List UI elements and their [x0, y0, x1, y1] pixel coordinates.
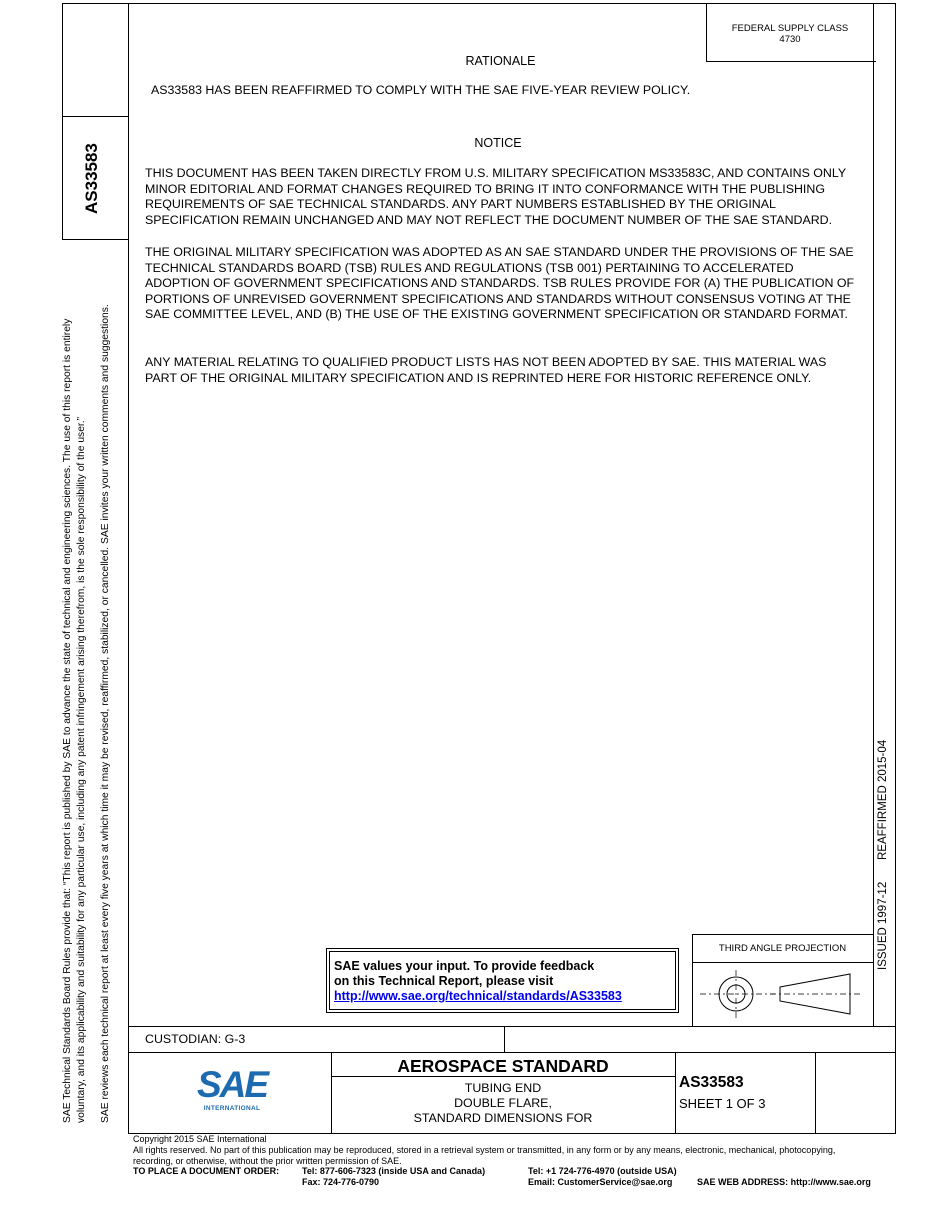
sae-logo-text: SAE [196, 1064, 268, 1105]
doc-number-box-left [62, 116, 63, 239]
feedback-line-2: on this Technical Report, please visit [334, 974, 554, 988]
feedback-line-1: SAE values your input. To provide feedback [334, 959, 595, 973]
title-line-2: DOUBLE FLARE, [454, 1096, 552, 1110]
custodian: CUSTODIAN: G-3 [145, 1032, 246, 1046]
right-frame-border [895, 3, 896, 1133]
fax: Fax: 724-776-0790 [302, 1177, 380, 1187]
sae-logo-subtext: INTERNATIONAL [203, 1105, 261, 1112]
doc-number-box-top [62, 116, 128, 117]
title-doc-number: AS33583 [679, 1074, 744, 1091]
reaffirmed-date: REAFFIRMED 2015-04 [877, 739, 889, 860]
tel-intl: Tel: +1 724-776-4970 (outside USA) [528, 1166, 677, 1176]
order-label: TO PLACE A DOCUMENT ORDER: [133, 1166, 280, 1176]
email[interactable]: Email: CustomerService@sae.org [528, 1177, 673, 1187]
side-doc-number: AS33583 [82, 143, 101, 214]
doc-number-box-bottom [62, 239, 128, 240]
custodian-row-bottom [128, 1052, 896, 1053]
sae-logo [196, 1064, 268, 1116]
feedback-link[interactable]: http://www.sae.org/technical/standards/AS33583 [334, 989, 622, 1003]
copyright: Copyright 2015 SAE International [133, 1134, 267, 1144]
fsc-label: FEDERAL SUPPLY CLASS [731, 23, 849, 34]
custodian-row-divider [504, 1026, 505, 1052]
right-blank-divider [815, 1052, 816, 1133]
feedback-box [326, 948, 679, 1013]
sheet-number: SHEET 1 OF 3 [679, 1096, 766, 1111]
rationale-heading: RATIONALE [465, 54, 536, 68]
title-line-3: STANDARD DIMENSIONS FOR [413, 1111, 593, 1125]
top-frame-border [62, 3, 896, 4]
third-angle-projection-icon [695, 966, 870, 1022]
right-strip-border [873, 3, 874, 1026]
standard-type: AEROSPACE STANDARD [397, 1056, 609, 1076]
rationale-text: AS33583 HAS BEEN REAFFIRMED TO COMPLY WITH THE SAE FIVE-YEAR REVIEW POLICY. [151, 83, 691, 97]
web-address[interactable]: SAE WEB ADDRESS: http://www.sae.org [697, 1177, 871, 1187]
projection-label: THIRD ANGLE PROJECTION [718, 943, 847, 954]
issued-date: ISSUED 1997-12 [877, 881, 889, 970]
rights-line-1: All rights reserved. No part of this publication may be reproduced, stored in a retrieval system or transmitted, in any form or by any means, electronic, mechanical, photocopying, [133, 1145, 836, 1155]
custodian-row-top [128, 1026, 896, 1027]
rights-line-2: recording, or otherwise, without the prior written permission of SAE. [133, 1156, 402, 1166]
number-divider [675, 1052, 676, 1133]
main-left-border [128, 3, 129, 1133]
projection-box-top [692, 934, 873, 935]
left-frame-border [62, 3, 63, 116]
projection-divider [692, 962, 873, 963]
title-line-1: TUBING END [464, 1081, 542, 1095]
notice-paragraph-1: THIS DOCUMENT HAS BEEN TAKEN DIRECTLY FROM U.S. MILITARY SPECIFICATION MS33583C, AND CONTAINS ONLY MINOR EDITORIAL AND FORMAT CHANGES REQUIRED TO BRING IT INTO CONFORMANCE WITH THE PUBLISHING REQUIREMENTS OF SAE TECHNICAL STANDARDS. ANY PART NUMBERS ESTABLISHED BY THE ORIGINAL SPECIFICATION REMAIN UNCHANGED AND MAY NOT REFLECT THE DOCUMENT NUMBER OF THE SAE STANDARD. [145, 166, 846, 227]
tel-us: Tel: 877-606-7323 (inside USA and Canada) [302, 1166, 486, 1176]
sae-rules-line-2: voluntary, and its applicability and suitability for any particular use, including any patent infringement arising therefrom, is the sole responsibility of the user.” [76, 416, 87, 1123]
notice-heading: NOTICE [474, 136, 522, 150]
notice-paragraph-2: THE ORIGINAL MILITARY SPECIFICATION WAS ADOPTED AS AN SAE STANDARD UNDER THE PROVISIONS OF THE SAE TECHNICAL STANDARDS BOARD (TSB) RULES AND REGULATIONS (TSB 001) PERTAINING TO ACCELERATED ADOPTION OF GOVERNMENT SPECIFICATIONS AND STANDARDS. TSB RULES PROVIDE FOR (A) THE PUBLICATION OF PORTIONS OF UNREVISED GOVERNMENT SPECIFICATIONS AND STANDARDS WITHOUT CONSENSUS VOTING AT THE SAE COMMITTEE LEVEL, AND (B) THE USE OF THE EXISTING GOVERNMENT SPECIFICATION OR STANDARD FORMAT. [145, 245, 855, 322]
fsc-value: 4730 [779, 34, 801, 45]
sae-review-line: SAE reviews each technical report at least every five years at which time it may be revised, reaffirmed, stabilized, or cancelled. SAE invites your written comments and suggestions. [100, 304, 111, 1123]
sae-rules-line-1: SAE Technical Standards Board Rules provide that: “This report is published by SAE to advance the state of technical and engineering sciences. The use of this report is entirely [62, 318, 73, 1123]
notice-paragraph-3: ANY MATERIAL RELATING TO QUALIFIED PRODUCT LISTS HAS NOT BEEN ADOPTED BY SAE. THIS MATERIAL WAS PART OF THE ORIGINAL MILITARY SPECIFICATION AND IS REPRINTED HERE FOR HISTORIC REFERENCE ONLY. [145, 355, 827, 385]
